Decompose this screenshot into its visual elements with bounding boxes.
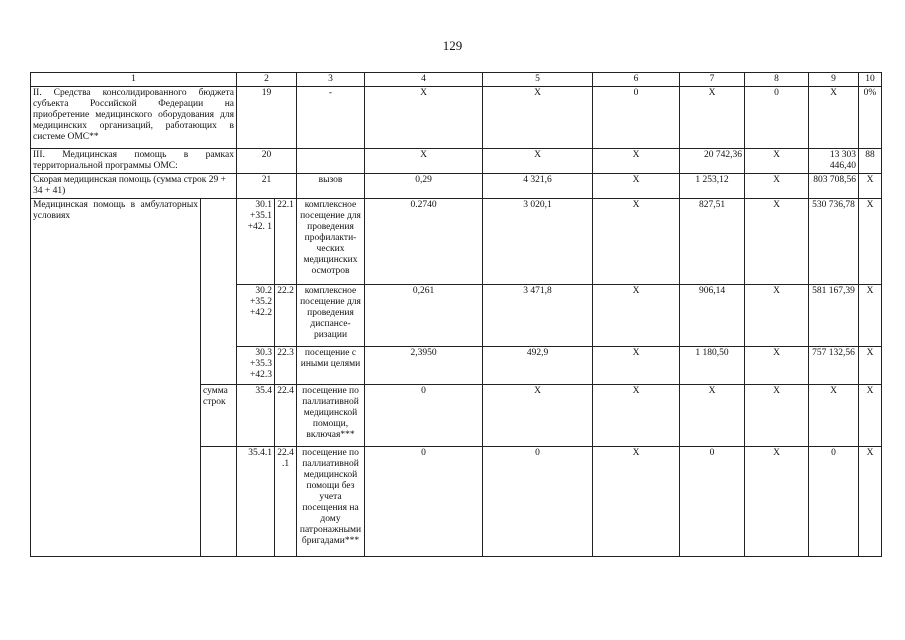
sum-subcell-empty (201, 447, 237, 557)
cell-col10: X (859, 385, 882, 447)
cell-col4: X (365, 87, 483, 149)
header-cell: 4 (365, 73, 483, 87)
row-source-lines: 35.4.1 (237, 447, 275, 557)
row-source-lines: 30.2 +35.2 +42.2 (237, 285, 275, 347)
cell-col9: 0 (809, 447, 859, 557)
cell-col8: X (745, 149, 809, 174)
header-cell: 3 (297, 73, 365, 87)
cell-col6: X (593, 347, 680, 385)
cell-col5: 0 (483, 447, 593, 557)
cell-col7: X (680, 385, 745, 447)
table-row-21 (31, 174, 882, 199)
cell-col10: X (859, 285, 882, 347)
cell-col10: X (859, 447, 882, 557)
cell-col6: X (593, 285, 680, 347)
cell-col10: X (859, 199, 882, 285)
row-source-lines: 30.1 +35.1 +42. 1 (237, 199, 275, 285)
cell-col7: X (680, 87, 745, 149)
cell-col4: 0.2740 (365, 199, 483, 285)
cell-col8: X (745, 174, 809, 199)
header-cell: 9 (809, 73, 859, 87)
cell-col9: 757 132,56 (809, 347, 859, 385)
cell-col10: 0% (859, 87, 882, 149)
row-line-number: 22.2 (275, 285, 297, 347)
cell-col5: X (483, 87, 593, 149)
cell-col6: 0 (593, 87, 680, 149)
cell-col8: X (745, 285, 809, 347)
cell-col4: 2,3950 (365, 347, 483, 385)
row-unit: комплексное посещение для проведения диспансе-ризации (297, 285, 365, 347)
cell-col4: 0 (365, 447, 483, 557)
cell-col5: 4 321,6 (483, 174, 593, 199)
cell-col9: 13 303 446,40 (809, 149, 859, 174)
row-line-number: 22.1 (275, 199, 297, 285)
row-name: III. Медицинская помощь в рамках территориальной программы ОМС: (31, 149, 237, 174)
cell-col5: 3 020,1 (483, 199, 593, 285)
cell-col7: 1 253,12 (680, 174, 745, 199)
cell-col4: 0,261 (365, 285, 483, 347)
cell-col9: 581 167,39 (809, 285, 859, 347)
cell-col9: 803 708,56 (809, 174, 859, 199)
header-cell: 7 (680, 73, 745, 87)
row-line-number: 22.4 (275, 385, 297, 447)
header-cell: 10 (859, 73, 882, 87)
cell-col9: X (809, 87, 859, 149)
header-cell: 2 (237, 73, 297, 87)
cell-col10: X (859, 174, 882, 199)
row-unit: комплексное посещение для проведения профилакти-ческих медицинских осмотров (297, 199, 365, 285)
group-label: Медицинская помощь в амбулаторных условиях (31, 199, 201, 557)
cell-col5: X (483, 149, 593, 174)
cell-col8: X (745, 199, 809, 285)
row-unit (297, 149, 365, 174)
page-number: 129 (442, 38, 463, 53)
cell-col4: X (365, 149, 483, 174)
cell-col7: 827,51 (680, 199, 745, 285)
cell-col5: 3 471,8 (483, 285, 593, 347)
cell-col9: 530 736,78 (809, 199, 859, 285)
cell-col10: 88 (859, 149, 882, 174)
row-unit: - (297, 87, 365, 149)
header-cell: 5 (483, 73, 593, 87)
header-cell: 6 (593, 73, 680, 87)
row-line-number: 21 (237, 174, 297, 199)
row-line-number: 20 (237, 149, 297, 174)
cell-col6: X (593, 447, 680, 557)
cell-col8: X (745, 385, 809, 447)
row-source-lines: 30.3 +35.3 +42.3 (237, 347, 275, 385)
cell-col8: 0 (745, 87, 809, 149)
cell-col6: X (593, 199, 680, 285)
cell-col8: X (745, 447, 809, 557)
cell-col5: 492,9 (483, 347, 593, 385)
cell-col7: 0 (680, 447, 745, 557)
cell-col10: X (859, 347, 882, 385)
table-row-20 (31, 149, 882, 174)
cell-col7: 906,14 (680, 285, 745, 347)
cell-col7: 20 742,36 (680, 149, 745, 174)
table-row-22-1 (31, 199, 882, 285)
header-cell: 8 (745, 73, 809, 87)
row-name: Скорая медицинская помощь (сумма строк 29 + 34 + 41) (31, 174, 237, 199)
sum-subcell-empty (201, 199, 237, 385)
cell-col4: 0 (365, 385, 483, 447)
cell-col6: X (593, 149, 680, 174)
sum-label: сумма строк (201, 385, 237, 447)
cell-col8: X (745, 347, 809, 385)
row-source-lines: 35.4 (237, 385, 275, 447)
budget-table (30, 72, 882, 557)
row-line-number: 22.4.1 (275, 447, 297, 557)
header-cell: 1 (31, 73, 237, 87)
cell-col7: 1 180,50 (680, 347, 745, 385)
header-row (31, 73, 882, 87)
cell-col9: X (809, 385, 859, 447)
cell-col6: X (593, 385, 680, 447)
row-name: II. Средства консолидированного бюджета субъекта Российской Федерации на приобретение медицинского оборудования для медицинских организаций, работающих в системе ОМС** (31, 87, 237, 149)
row-line-number: 19 (237, 87, 297, 149)
cell-col6: X (593, 174, 680, 199)
row-unit: посещение с иными целями (297, 347, 365, 385)
row-line-number: 22.3 (275, 347, 297, 385)
row-unit: посещение по паллиативной медицинской помощи, включая*** (297, 385, 365, 447)
table-row-19 (31, 87, 882, 149)
cell-col4: 0,29 (365, 174, 483, 199)
cell-col5: X (483, 385, 593, 447)
row-unit: вызов (297, 174, 365, 199)
row-unit: посещение по паллиативной медицинской помощи без учета посещения на дому патронажными бригадами*** (297, 447, 365, 557)
